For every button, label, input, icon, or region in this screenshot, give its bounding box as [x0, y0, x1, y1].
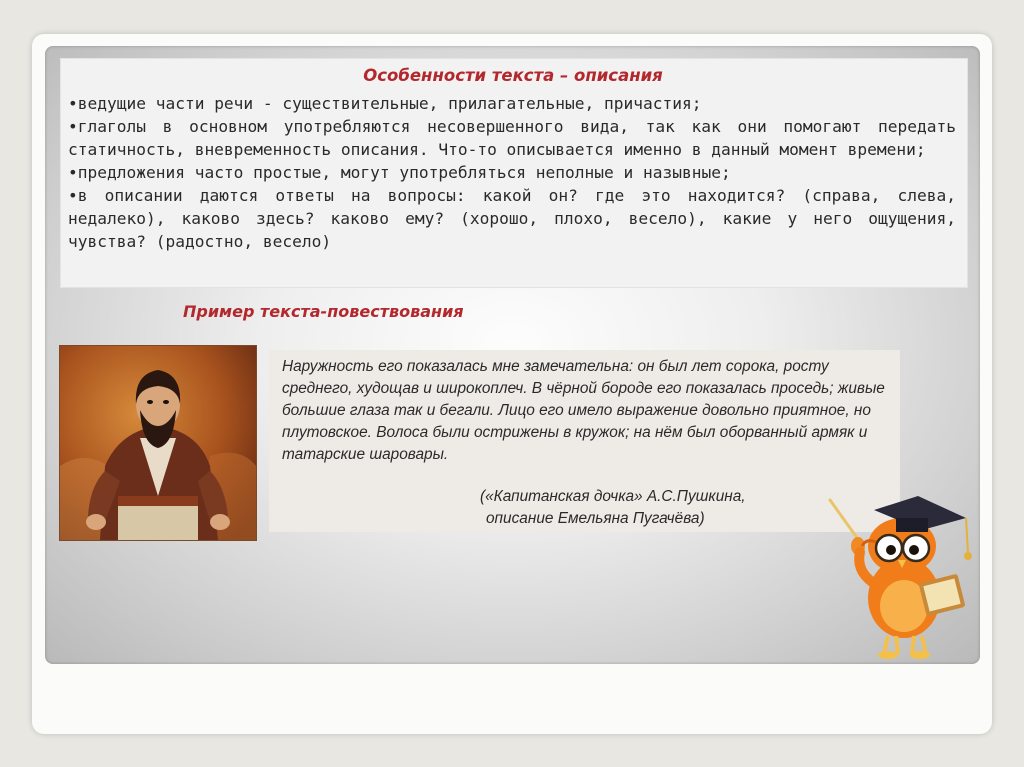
bullet-item	[68, 161, 956, 184]
owl-mascot	[826, 494, 976, 660]
bullet-item	[68, 92, 956, 115]
owl-teacher-icon	[826, 494, 976, 660]
bullet-text: глаголы в основном употребляются несовершенного вида, так как они помогают передать статичность, вневременность описания. Что-то описывается именно в данный момент времени;	[68, 117, 956, 159]
description-bullets	[68, 92, 956, 253]
bullet-text: предложения часто простые, могут употребляться неполные и назывные;	[77, 163, 731, 182]
portrait-painting-icon	[60, 346, 256, 540]
description-title: Особенности текста – описания	[363, 66, 663, 85]
quote-text: Наружность его показалась мне замечательна: он был лет сорока, росту среднего, худощав и широкоплеч. В чёрной бороде его показалась проседь; живые большие глаза так и бегали. Лицо его имело выражение довольно приятное, но плутовское. Волоса были острижены в кружок; на нём был оборванный армяк и татарские шаровары.	[282, 358, 885, 463]
bullet-marker: •	[68, 163, 78, 182]
bullet-text: ведущие части речи - существительные, прилагательные, причастия;	[77, 94, 702, 113]
bullet-marker: •	[68, 94, 78, 113]
bullet-marker: •	[68, 117, 78, 136]
bullet-item	[68, 184, 956, 253]
bullet-marker: •	[68, 186, 78, 205]
bullet-text: в описании даются ответы на вопросы: какой он? где это находится? (справа, слева, недалеко), каково здесь? каково ему? (хорошо, плохо, весело), какие у него ощущения, чувства? (радостно, весело)	[68, 186, 956, 251]
portrait-image	[59, 345, 257, 541]
quote-source-line2: описание Емельяна Пугачёва)	[486, 510, 705, 527]
bullet-item	[68, 115, 956, 161]
quote-source	[480, 486, 746, 530]
quote-source-line1: («Капитанская дочка» А.С.Пушкина,	[480, 488, 746, 505]
example-heading: Пример текста-повествования	[183, 302, 464, 321]
